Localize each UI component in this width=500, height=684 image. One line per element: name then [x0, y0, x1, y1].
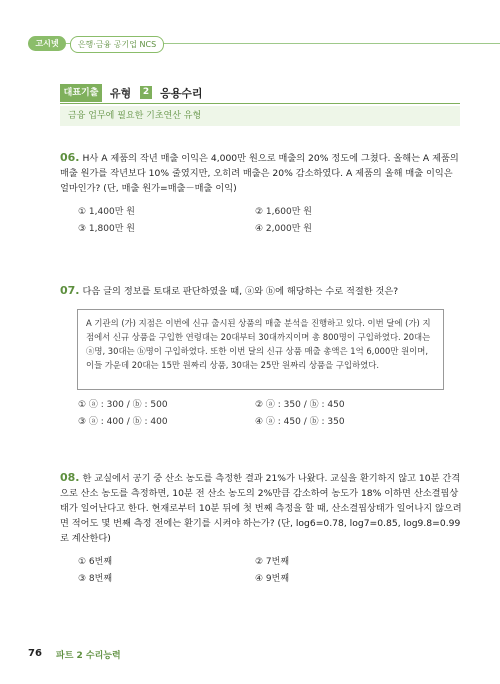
choice-3[interactable]: ③ ⓐ : 400 / ⓑ : 400 — [78, 417, 168, 427]
section-heading — [60, 84, 460, 126]
type-title: 응용수리 — [160, 87, 203, 100]
page-number: 76 — [28, 648, 42, 659]
question-08 — [60, 470, 462, 546]
part-label: 파트 2 수리능력 — [56, 651, 121, 661]
brand-label: 고시넷 — [28, 36, 66, 51]
question-07 — [60, 283, 462, 299]
series-label: 은행·금융 공기업 NCS — [70, 36, 164, 53]
choice-2[interactable]: ② 1,600만 원 — [255, 207, 312, 217]
choice-2[interactable]: ② ⓐ : 350 / ⓑ : 450 — [255, 400, 345, 410]
choice-3[interactable]: ③ 8번째 — [78, 574, 113, 584]
choice-4[interactable]: ④ 2,000만 원 — [255, 224, 312, 234]
question-text: H사 A 제품의 작년 매출 이익은 4,000만 원으로 매출의 20% 정도에 그쳤다. 올해는 A 제품의 매출 원가를 작년보다 10% 줄였지만, 오히려 매출은 20% 감소하였다. A 제품의 올해 매출 이익은 얼마인가? (단, 매출 원가=매출－매출 이익) — [60, 153, 459, 194]
type-label: 유형 — [110, 87, 132, 100]
question-number: 06. — [60, 151, 80, 164]
passage-box: A 기관의 (가) 지점은 이번에 신규 출시된 상품의 매출 분석을 진행하고 있다. 이번 달에 (가) 지점에서 신규 상품을 구입한 연령대는 20대부터 30대까지이며 총 800명이 구입하였다. 20대는 ⓐ명, 30대는 ⓑ명이 구입하였다. 또한 이번 달의 신규 상품 매출 총액은 1억 6,000만 원이며, 이들 가운데 20대는 15만 원짜리 상품, 30대는 25만 원짜리 상품을 구입하였다. — [77, 309, 444, 390]
section-subtitle: 금융 업무에 필요한 기초연산 유형 — [60, 106, 460, 126]
question-text: 다음 글의 정보를 토대로 판단하였을 때, ⓐ와 ⓑ에 해당하는 수로 적절한 것은? — [82, 286, 399, 297]
section-tag: 대표기출 — [60, 84, 102, 102]
choice-1[interactable]: ① 6번째 — [78, 557, 113, 567]
page-header — [0, 0, 500, 96]
type-number-badge: 2 — [140, 86, 152, 99]
choice-3[interactable]: ③ 1,800만 원 — [78, 224, 135, 234]
choice-1[interactable]: ① 1,400만 원 — [78, 207, 135, 217]
choice-1[interactable]: ① ⓐ : 300 / ⓑ : 500 — [78, 400, 168, 410]
question-number: 07. — [60, 284, 80, 297]
choice-4[interactable]: ④ ⓐ : 450 / ⓑ : 350 — [255, 417, 345, 427]
question-06 — [60, 150, 462, 196]
question-number: 08. — [60, 471, 80, 484]
section-divider — [60, 103, 460, 104]
question-text: 한 교실에서 공기 중 산소 농도를 측정한 결과 21%가 나왔다. 교실을 환기하지 않고 10분 간격으로 산소 농도를 측정하면, 10분 전 산소 농도의 2%만큼 감소하여 농도가 18% 이하면 산소결핍상태가 일어난다고 한다. 현재로부터 10분 뒤에 첫 번째 측정을 할 때, 산소결핍상태가 일어나지 않으려면 적어도 몇 번째 측정 전에는 환기를 시켜야 하는가? (단, log6=0.78, log7=0.85, log9.8=0.99로 계산한다) — [60, 473, 462, 544]
choice-2[interactable]: ② 7번째 — [255, 557, 290, 567]
choice-4[interactable]: ④ 9번째 — [255, 574, 290, 584]
